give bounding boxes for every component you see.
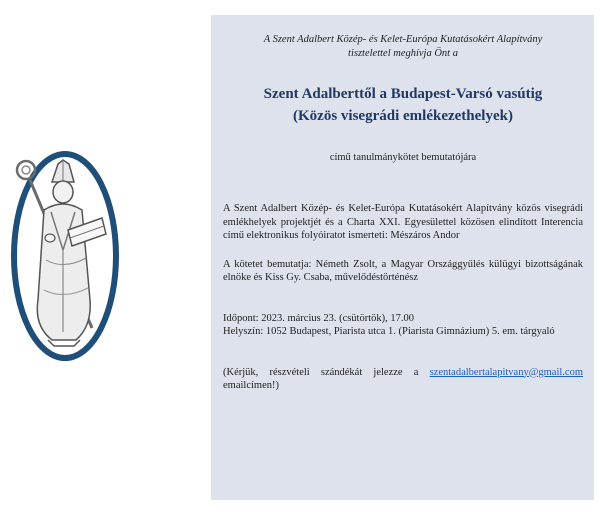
bishop-icon [6, 150, 124, 362]
invitation-panel [211, 15, 594, 500]
event-title-main: Szent Adalberttől a Budapest-Varsó vasútig [263, 86, 543, 102]
paragraph-presenters: A kötetet bemutatja: Németh Zsolt, a Magyar Országgyűlés külügyi bizottságának elnöke és Kiss Gy. Csaba, művelődéstörténész [223, 258, 583, 283]
rsvp-suffix: emailcímen!) [223, 380, 279, 391]
rsvp-prefix: (Kérjük, részvételi szándékát jelezze a [223, 366, 430, 378]
event-title-sub: (Közös visegrádi emlékezethelyek) [293, 108, 513, 124]
paragraph-project: A Szent Adalbert Közép- és Kelet-Európa Kutatásokért Alapítvány közös visegrádi emlékhelyek projektjét és a Charta XXI. Egyesülettel közösen elindított Interencia című elektronikus folyóiratot ismerteti: Mészáros Andor [223, 203, 583, 241]
rsvp-email-link[interactable]: szentadalbertalapitvany@gmail.com [429, 366, 583, 378]
saint-adalbert-logo [6, 150, 124, 362]
book-launch-subtitle: című tanulmánykötet bemutatójára [329, 152, 477, 163]
rsvp-note [223, 366, 583, 393]
event-venue: Helyszín: 1052 Budapest, Piarista utca 1. (Piarista Gimnázium) 5. em. tárgyaló [223, 326, 555, 337]
event-date: Időpont: 2023. március 23. (csütörtök), 17.00 [223, 312, 415, 324]
intro-invites: tisztelettel meghívja Önt a [348, 48, 458, 59]
event-title [223, 83, 583, 127]
intro-organization: A Szent Adalbert Közép- és Kelet-Európa Kutatásokért Alapítvány [263, 34, 543, 45]
event-details [223, 312, 583, 339]
